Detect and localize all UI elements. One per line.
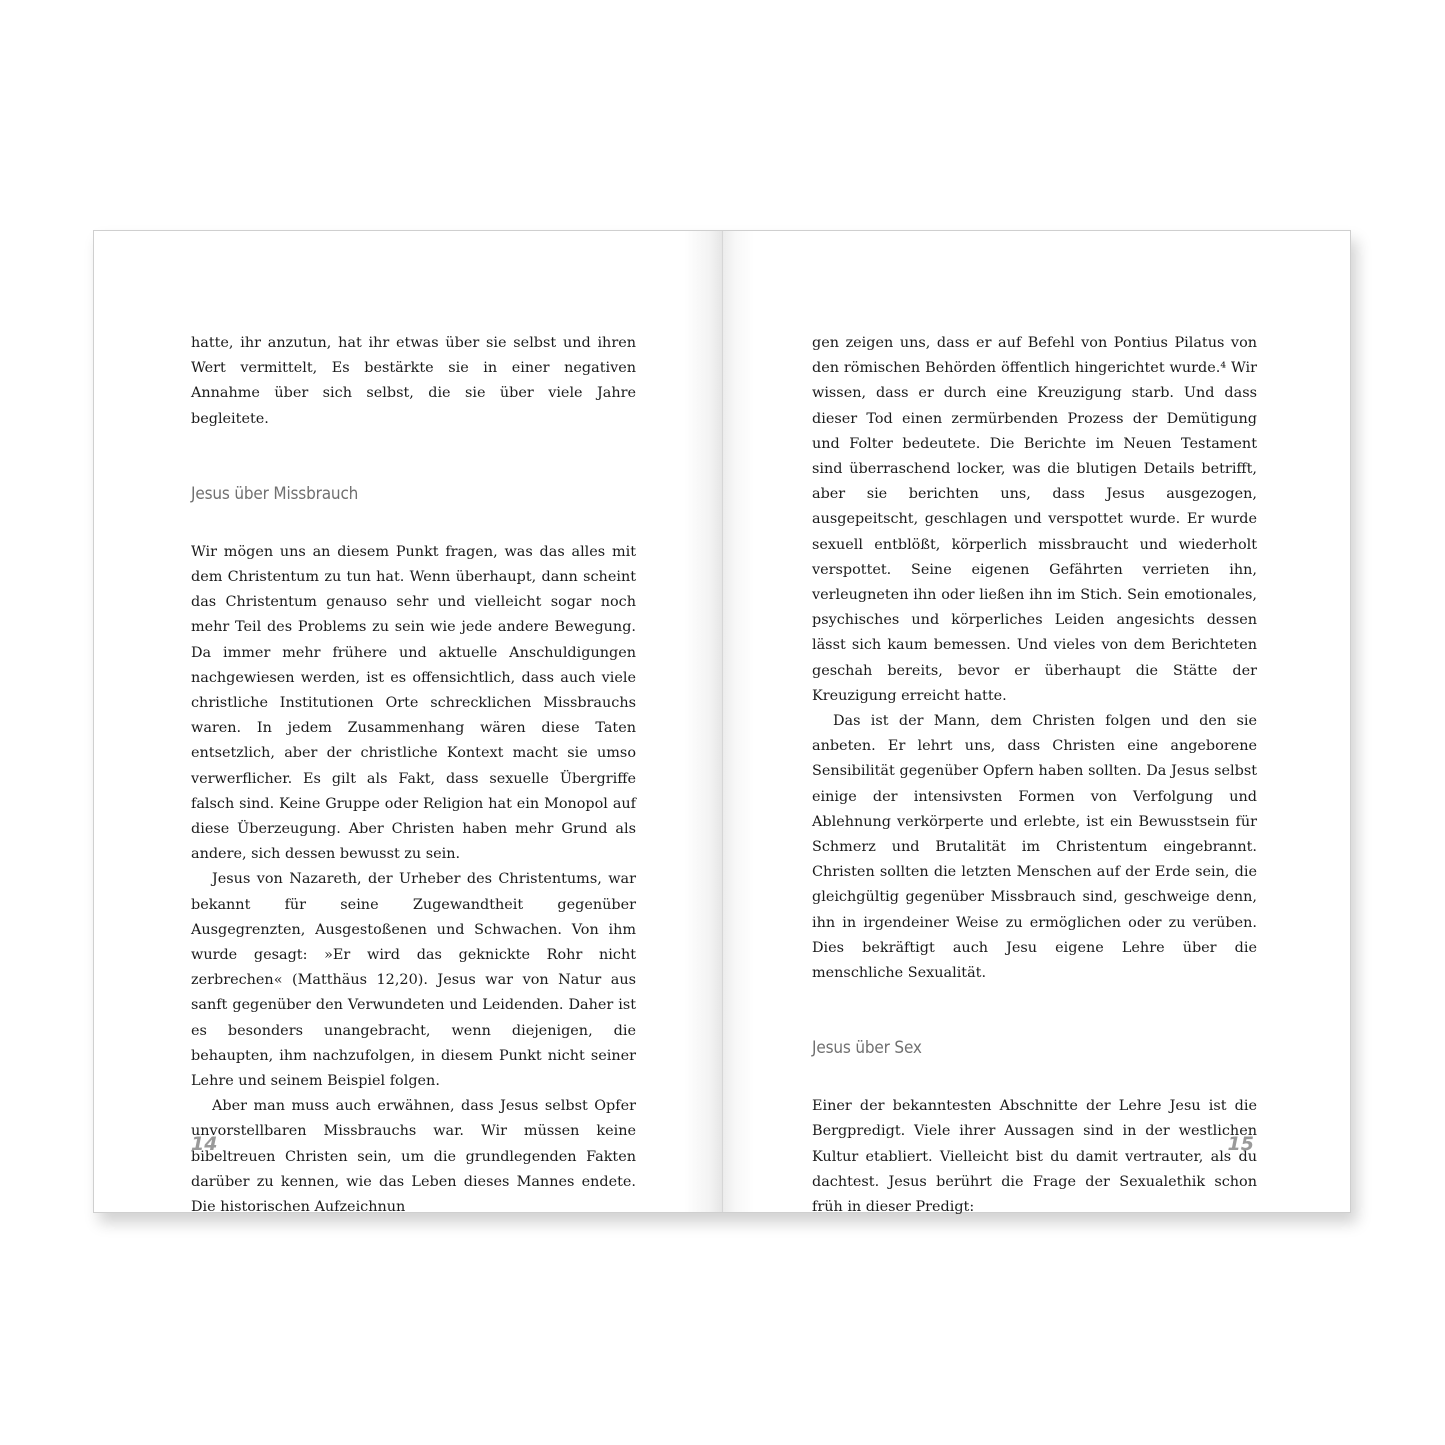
paragraph: gen zeigen uns, dass er auf Befehl von Pontius Pilatus von den römischen Behörden öffentlich hingerichtet wurde.⁴ Wir wissen, dass er durch eine Kreuzigung starb. Und dass dieser Tod einen zermürbenden Prozess der Demütigung und Folter bedeutete. Die Berichte im Neuen Testament sind überraschend locker, was die blutigen Details betrifft, aber sie berichten uns, dass Jesus ausgezogen, ausgepeitscht, geschlagen und verspottet wurde. Er wurde sexuell entblößt, körperlich missbraucht und wiederholt verspottet. Seine eigenen Gefährten verrieten ihn, verleugneten ihn oder ließen ihn im Stich. Sein emotionales, psychisches und körperliches Leiden angesichts dessen lässt sich kaum bemessen. Und vieles von dem Berichteten geschah bereits, bevor er überhaupt die Stätte der Kreuzigung erreicht hatte. bbox=[812, 335, 1257, 704]
paragraph: Jesus von Nazareth, der Urheber des Christentums, war bekannt für seine Zugewandtheit gegenüber Ausgegrenzten, Ausgestoßenen und Schwachen. Von ihm wurde gesagt: »Er wird das geknickte Rohr nicht zerbrechen« (Matthäus 12,20). Jesus war von Natur aus sanft gegenüber den Verwundeten und Leidenden. Daher ist es besonders unangebracht, wenn diejenigen, die behaupten, ihm nachzufolgen, in diesem Punkt nicht seiner Lehre und seinem Beispiel folgen. bbox=[191, 871, 636, 1090]
left-page bbox=[94, 231, 722, 1216]
page-number: 14 bbox=[191, 1133, 218, 1155]
right-page bbox=[722, 231, 1350, 1216]
left-text-block bbox=[191, 331, 636, 1220]
book-spread bbox=[93, 230, 1351, 1216]
paragraph: Aber man muss auch erwähnen, dass Jesus selbst Opfer unvorstellbaren Missbrauchs war. Wir müssen keine bibeltreuen Christen sein, um die grundlegenden Fakten darüber zu kennen, wie das Leben dieses Mannes endete. Die historischen Aufzeichnun bbox=[191, 1098, 636, 1216]
paragraph: Das ist der Mann, dem Christen folgen und den sie anbeten. Er lehrt uns, dass Christen eine angeborene Sensibilität gegenüber Opfern haben sollten. Da Jesus selbst einige der intensivsten Formen von Verfolgung und Ablehnung verkörperte und erlebte, ist ein Bewusstsein für Schmerz und Brutalität im Christentum eingebrannt. Christen sollten die letzten Menschen auf der Erde sein, die gleichgültig gegenüber Missbrauch sind, geschweige denn, ihn in irgendeiner Weise zu ermöglichen oder zu verüben. Dies bekräftigt auch Jesu eigene Lehre über die menschliche Sexualität. bbox=[812, 713, 1257, 982]
paragraph: Wir mögen uns an diesem Punkt fragen, was das alles mit dem Christentum zu tun hat. Wenn überhaupt, dann scheint das Christentum genauso sehr und vielleicht sogar noch mehr Teil des Problems zu sein wie jede andere Bewegung. Da immer mehr frühere und aktuelle Anschuldigungen nachgewiesen werden, ist es offensichtlich, dass auch viele christliche Institutionen Orte schrecklichen Missbrauchs waren. In jedem Zusammenhang wären diese Taten entsetzlich, aber der christliche Kontext macht sie umso verwerflicher. Es gilt als Fakt, dass sexuelle Übergriffe falsch sind. Keine Gruppe oder Religion hat ein Monopol auf diese Überzeugung. Aber Christen haben mehr Grund als andere, sich dessen bewusst zu sein. bbox=[191, 543, 636, 863]
page-number: 15 bbox=[1227, 1133, 1254, 1155]
section-heading: Jesus über Sex bbox=[812, 1038, 922, 1059]
right-text-block bbox=[812, 331, 1257, 1220]
paragraph: hatte, ihr anzutun, hat ihr etwas über sie selbst und ihren Wert vermittelt, Es bestärkte sie in einer negativen Annahme über sich selbst, die sie über viele Jahre begleitete. bbox=[191, 335, 636, 427]
paragraph: Einer der bekanntesten Abschnitte der Lehre Jesu ist die Bergpredigt. Viele ihrer Aussagen sind in der westlichen Kultur etabliert. Vielleicht bist du damit vertrauter, als du dachtest. Jesus berührt die Frage der Sexualethik schon früh in dieser Predigt: bbox=[812, 1098, 1257, 1216]
section-heading: Jesus über Missbrauch bbox=[191, 483, 359, 504]
